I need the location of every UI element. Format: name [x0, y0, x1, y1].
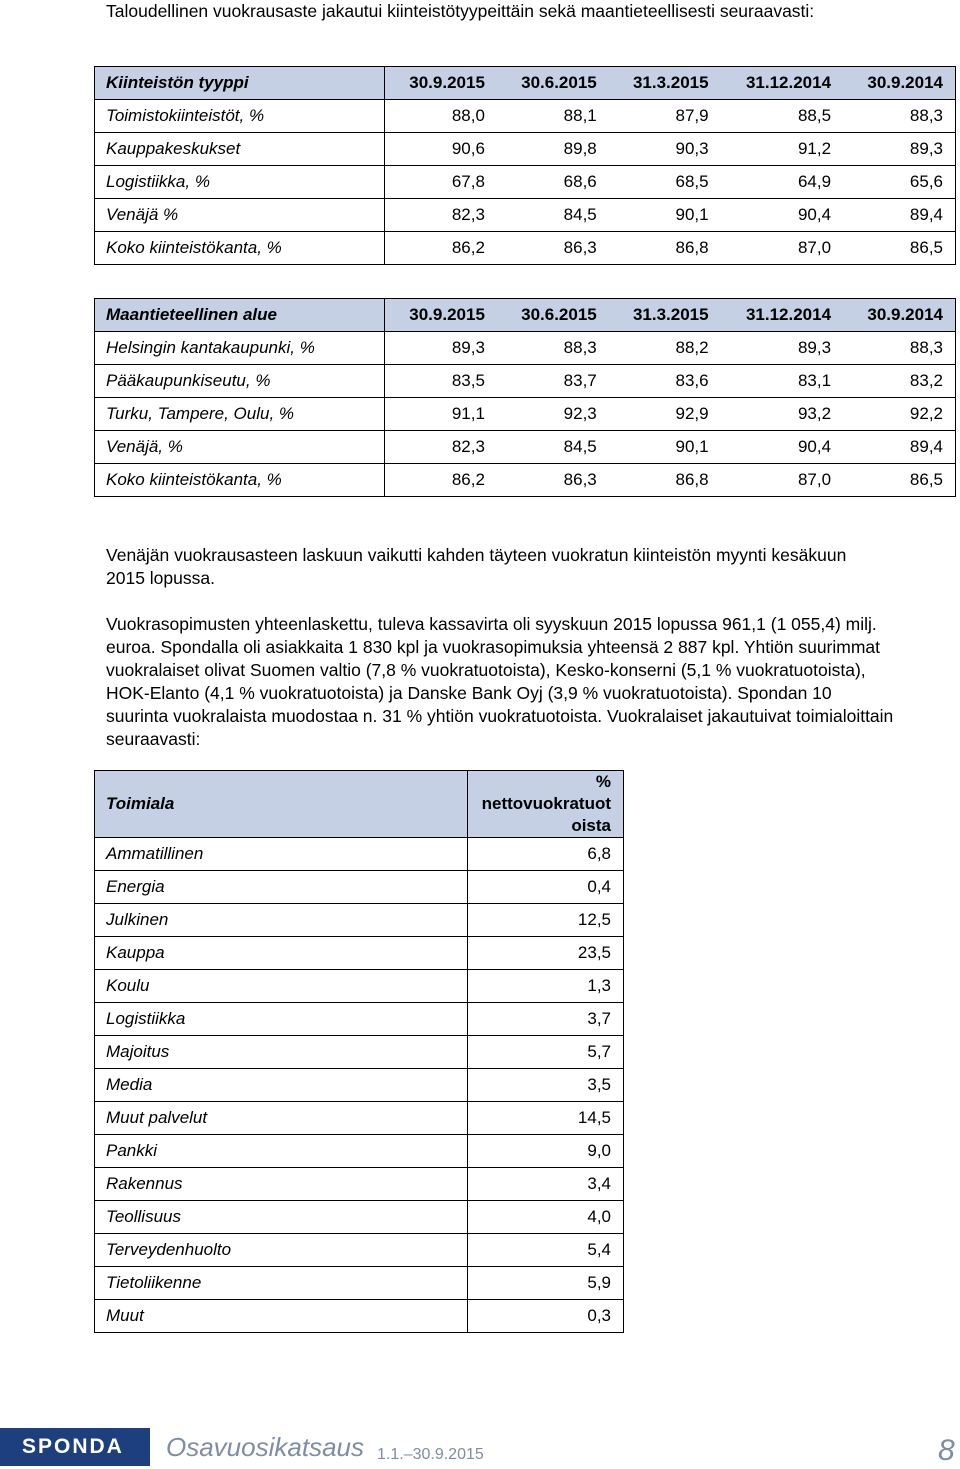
cell-value: 83,2: [843, 365, 955, 398]
intro-text: Taloudellinen vuokrausaste jakautui kiinteistötyypeittäin sekä maantieteellisesti seuraavasti:: [106, 1, 815, 21]
row-label: Ammatillinen: [95, 838, 468, 871]
logo-text: SPONDA: [22, 1435, 124, 1458]
table-row: [95, 1003, 624, 1036]
cell-value: 65,6: [843, 166, 955, 199]
cell-value: 89,8: [497, 133, 609, 166]
table-row: [95, 398, 956, 431]
page-number: 8: [938, 1434, 955, 1467]
cell-value: 87,0: [721, 232, 843, 265]
table-row: [95, 1069, 624, 1102]
column-header-date: 30.9.2014: [843, 299, 955, 332]
cell-value: 84,5: [497, 199, 609, 232]
cell-value: 88,5: [721, 100, 843, 133]
row-label: Koko kiinteistökanta, %: [95, 232, 385, 265]
occupancy-by-region-table: [94, 298, 956, 497]
tenants-by-industry-table: [94, 770, 624, 1333]
table-row: [95, 1102, 624, 1135]
cell-value: 5,7: [468, 1036, 624, 1069]
cell-value: 5,9: [468, 1267, 624, 1300]
column-header-date: 30.9.2014: [843, 67, 955, 100]
cell-value: 91,2: [721, 133, 843, 166]
cell-value: 86,3: [497, 464, 609, 497]
cell-value: 91,1: [385, 398, 497, 431]
cell-value: 87,9: [609, 100, 721, 133]
row-label: Energia: [95, 871, 468, 904]
row-label: Logistiikka, %: [95, 166, 385, 199]
cell-value: 6,8: [468, 838, 624, 871]
occupancy-by-property-type-table: [94, 66, 956, 265]
cell-value: 88,1: [497, 100, 609, 133]
cell-value: 89,3: [843, 133, 955, 166]
cell-value: 92,9: [609, 398, 721, 431]
table-row: [95, 232, 956, 265]
column-header-date: 30.6.2015: [497, 67, 609, 100]
cell-value: 86,5: [843, 464, 955, 497]
cell-value: 82,3: [385, 199, 497, 232]
cell-value: 86,3: [497, 232, 609, 265]
row-label: Koulu: [95, 970, 468, 1003]
table-row: [95, 199, 956, 232]
cell-value: 92,3: [497, 398, 609, 431]
column-header-label: Toimiala: [95, 771, 468, 838]
column-header-date: 31.3.2015: [609, 67, 721, 100]
table-row: [95, 1300, 624, 1333]
cell-value: 0,4: [468, 871, 624, 904]
cell-value: 3,5: [468, 1069, 624, 1102]
column-header-date: 31.3.2015: [609, 299, 721, 332]
cell-value: 83,6: [609, 365, 721, 398]
column-header-date: 31.12.2014: [721, 67, 843, 100]
cell-value: 68,6: [497, 166, 609, 199]
cell-value: 5,4: [468, 1234, 624, 1267]
row-label: Majoitus: [95, 1036, 468, 1069]
cell-value: 68,5: [609, 166, 721, 199]
table-row: [95, 871, 624, 904]
cell-value: 4,0: [468, 1201, 624, 1234]
cell-value: 87,0: [721, 464, 843, 497]
cell-value: 84,5: [497, 431, 609, 464]
cell-value: 3,4: [468, 1168, 624, 1201]
row-label: Rakennus: [95, 1168, 468, 1201]
table-row: [95, 838, 624, 871]
cell-value: 64,9: [721, 166, 843, 199]
cell-value: 89,4: [843, 431, 955, 464]
table-row: [95, 1135, 624, 1168]
table-row: [95, 100, 956, 133]
row-label: Media: [95, 1069, 468, 1102]
row-label: Muut palvelut: [95, 1102, 468, 1135]
row-label: Muut: [95, 1300, 468, 1333]
row-label: Venäjä, %: [95, 431, 385, 464]
cell-value: 88,0: [385, 100, 497, 133]
table-row: [95, 937, 624, 970]
table-row: [95, 365, 956, 398]
cell-value: 83,1: [721, 365, 843, 398]
cell-value: 92,2: [843, 398, 955, 431]
cell-value: 86,2: [385, 464, 497, 497]
cell-value: 90,4: [721, 431, 843, 464]
cell-value: 88,3: [843, 332, 955, 365]
paragraph-russia: Venäjän vuokrausasteen laskuun vaikutti kahden täyteen vuokratun kiinteistön myynti kesäkuun 2015 lopussa.: [106, 545, 847, 588]
table-row: [95, 1234, 624, 1267]
cell-value: 90,3: [609, 133, 721, 166]
cell-value: 90,6: [385, 133, 497, 166]
table-row: [95, 431, 956, 464]
sponda-logo: [0, 1428, 150, 1466]
row-label: Venäjä %: [95, 199, 385, 232]
cell-value: 82,3: [385, 431, 497, 464]
cell-value: 88,3: [497, 332, 609, 365]
report-period: 1.1.–30.9.2015: [377, 1446, 484, 1463]
cell-value: 86,8: [609, 232, 721, 265]
cell-value: 1,3: [468, 970, 624, 1003]
header-row: [95, 771, 624, 838]
column-header-date: 30.9.2015: [385, 299, 497, 332]
cell-value: 23,5: [468, 937, 624, 970]
column-header-label: Kiinteistön tyyppi: [95, 67, 385, 100]
row-label: Pääkaupunkiseutu, %: [95, 365, 385, 398]
table-row: [95, 166, 956, 199]
table-row: [95, 1201, 624, 1234]
cell-value: 67,8: [385, 166, 497, 199]
cell-value: 3,7: [468, 1003, 624, 1036]
cell-value: 12,5: [468, 904, 624, 937]
cell-value: 89,4: [843, 199, 955, 232]
column-header-date: 30.6.2015: [497, 299, 609, 332]
table-row: [95, 1036, 624, 1069]
row-label: Logistiikka: [95, 1003, 468, 1036]
cell-value: 89,3: [385, 332, 497, 365]
row-label: Turku, Tampere, Oulu, %: [95, 398, 385, 431]
paragraph-leases: Vuokrasopimusten yhteenlaskettu, tuleva kassavirta oli syyskuun 2015 lopussa 961,1 (1 055,4) milj. euroa. Spondalla oli asiakkaita 1 830 kpl ja vuokrasopimuksia yhteensä 2 887 kpl. Yhtiön suurimmat vuokralaiset olivat Suomen valtio (7,8 % vuokratuotoista), Kesko-konserni (5,1 % vuokratuotoista), HOK-Elanto (4,1 % vuokratuotoista) ja Danske Bank Oyj (3,9 % vuokratuotoista). Spondan 10 suurinta vuokralaista muodostaa n. 31 % yhtiön vuokratuotoista. Vuokralaiset jakautuivat toimialoittain seuraavasti:: [106, 614, 894, 749]
column-header-date: 30.9.2015: [385, 67, 497, 100]
row-label: Kauppakeskukset: [95, 133, 385, 166]
table-row: [95, 904, 624, 937]
cell-value: 86,2: [385, 232, 497, 265]
row-label: Koko kiinteistökanta, %: [95, 464, 385, 497]
row-label: Toimistokiinteistöt, %: [95, 100, 385, 133]
column-header-date: 31.12.2014: [721, 299, 843, 332]
row-label: Teollisuus: [95, 1201, 468, 1234]
cell-value: 93,2: [721, 398, 843, 431]
table-row: [95, 1267, 624, 1300]
cell-value: 89,3: [721, 332, 843, 365]
table-row: [95, 133, 956, 166]
header-row: [95, 299, 956, 332]
cell-value: 90,4: [721, 199, 843, 232]
row-label: Julkinen: [95, 904, 468, 937]
page-footer: [0, 1424, 960, 1469]
row-label: Terveydenhuolto: [95, 1234, 468, 1267]
table-row: [95, 464, 956, 497]
cell-value: 0,3: [468, 1300, 624, 1333]
cell-value: 14,5: [468, 1102, 624, 1135]
row-label: Helsingin kantakaupunki, %: [95, 332, 385, 365]
report-title: Osavuosikatsaus: [166, 1432, 364, 1462]
cell-value: 86,8: [609, 464, 721, 497]
cell-value: 83,7: [497, 365, 609, 398]
cell-value: 83,5: [385, 365, 497, 398]
column-header-label: Maantieteellinen alue: [95, 299, 385, 332]
table-row: [95, 970, 624, 1003]
cell-value: 9,0: [468, 1135, 624, 1168]
table-row: [95, 332, 956, 365]
cell-value: 88,2: [609, 332, 721, 365]
cell-value: 88,3: [843, 100, 955, 133]
column-header-date: % nettovuokratuotoista: [468, 771, 624, 838]
row-label: Kauppa: [95, 937, 468, 970]
cell-value: 90,1: [609, 199, 721, 232]
row-label: Tietoliikenne: [95, 1267, 468, 1300]
table-row: [95, 1168, 624, 1201]
row-label: Pankki: [95, 1135, 468, 1168]
cell-value: 86,5: [843, 232, 955, 265]
cell-value: 90,1: [609, 431, 721, 464]
header-row: [95, 67, 956, 100]
